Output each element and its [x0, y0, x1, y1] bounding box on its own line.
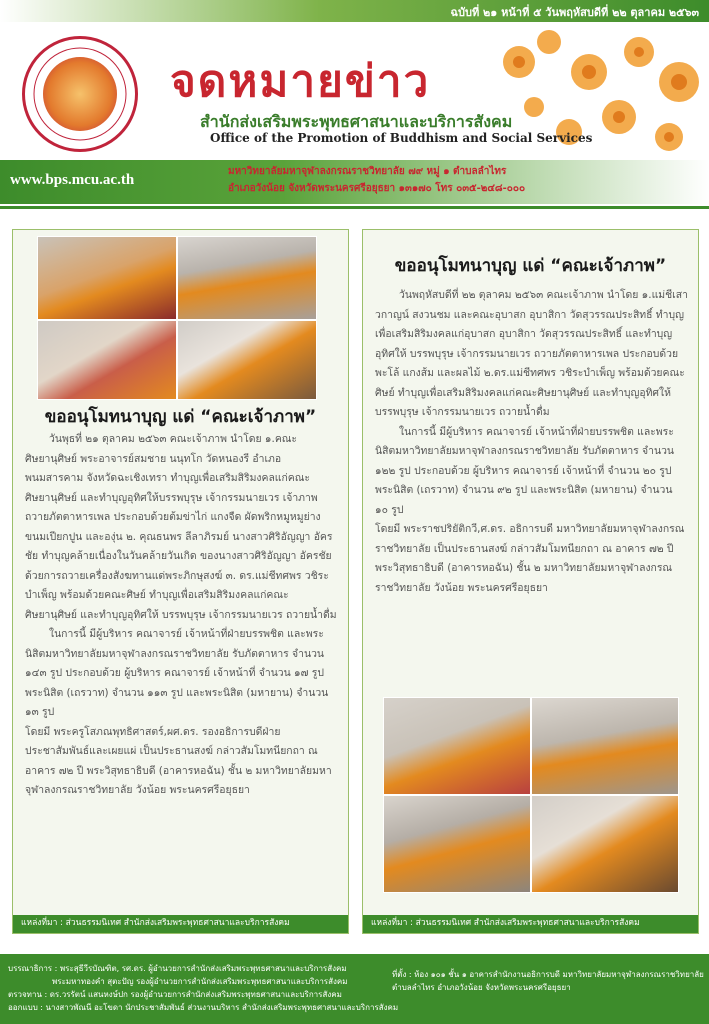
photo-offering-food: [37, 320, 177, 400]
footer-reviewer-line: ตรวจทาน : ดร.วรรัตน์ แสนหงษ์ปก รองผู้อำนวยการสำนักส่งเสริมพระพุทธศาสนาและบริการสังคม: [8, 990, 342, 999]
address-line-1: มหาวิทยาลัยมหาจุฬาลงกรณราชวิทยาลัย ๗๙ หมู่ ๑ ตำบลลำไทร: [228, 166, 507, 177]
right-paragraph-1: วันพฤหัสบดีที่ ๒๒ ตุลาคม ๒๕๖๓ คณะเจ้าภาพ นำโดย ๑.แม่ชีเสาวกาญน์ สงวนชม และคณะอุบาสก อุบาสิกา วัดสุวรรณประสิทธิ์ ทำบุญเพื่อเสริมสิริมงคลแก่อุบาสก อุบาสิกา วัดสุวรรณประสิทธิ์ และทำบุญอุทิศให้ บรรพบุรุษ เจ้ากรรมนายเวร ถวายภัตตาหารเพล ประกอบด้วยพะโล้ แกงส้ม และผลไม้ ๒.ดร.แม่ชีทศพร วชิระบำเพ็ญ พร้อมด้วยคณะศิษย์ ทำบุญเพื่อเสริมสิริมงคลแก่คณะศิษยานุศิษย์ และทำบุญอุทิศให้บรรพบุรุษ เจ้ากรรมนายเวร ถวายน้ำดื่ม: [375, 289, 688, 418]
photo-monks-dining: [37, 236, 177, 320]
footer-designer-line: ออกแบบ : นางสาวพัณนี อะโขดา นักประชาสัมพันธ์ ส่วนงานบริหาร สำนักส่งเสริมพระพุทธศาสนาและบริการสังคม: [8, 1003, 399, 1012]
photo-hall-overview: [383, 795, 531, 893]
right-paragraph-2: ในการนี้ มีผู้บริหาร คณาจารย์ เจ้าหน้าที่ฝ่ายบรรพชิต และพระนิสิตมหาวิทยาลัยมหาจุฬาลงกรณราชวิทยาลัย รับภัตตาหาร จำนวน ๑๒๒ รูป ประกอบด้วย ผู้บริหาร คณาจารย์ เจ้าหน้าที่ จำนวน ๒๐ รูป พระนิสิต (เถรวาท) จำนวน ๙๒ รูป และพระนิสิต (มหายาน) จำนวน ๑๐ รูป: [375, 425, 675, 516]
left-article-body: [25, 430, 338, 801]
left-source-credit: แหล่งที่มา : ส่วนธรรมนิเทศ สำนักส่งเสริมพระพุทธศาสนาและบริการสังคม: [13, 915, 348, 933]
right-paragraph-3: โดยมี พระราชปริยัติกวี,ศ.ดร. อธิการบดี มหาวิทยาลัยมหาจุฬาลงกรณราชวิทยาลัย เป็นประธานสงฆ์ กล่าวสัมโมทนียกถา ณ อาคาร ๗๒ ปี พระวิสุทธาธิบดี (อาคารหอฉัน) ชั้น ๒ มหาวิทยาลัยมหาจุฬาลงกรณราชวิทยาลัย วังน้อย พระนครศรีอยุธยา: [375, 523, 685, 594]
footer-editor-line: บรรณาธิการ : พระสุธีวีรบัณฑิต, รศ.ดร. ผู้อำนวยการสำนักส่งเสริมพระพุทธศาสนาและบริการสังคม: [8, 964, 347, 973]
website-link[interactable]: www.bps.mcu.ac.th: [10, 172, 135, 188]
right-article-card: [362, 229, 699, 934]
photo-monks-seated: [531, 697, 679, 795]
left-paragraph-3: โดยมี พระครูโสภณพุทธิศาสตร์,ผศ.ดร. รองอธิการบดีฝ่ายประชาสัมพันธ์และเผยแผ่ เป็นประธานสงฆ์ กล่าวสัมโมทนียกถา ณ อาคาร ๗๒ ปี พระวิสุทธาธิบดี (อาคารหอฉัน) ชั้น ๒ มหาวิทยาลัยมหาจุฬาลงกรณราชวิทยาลัย วังน้อย พระนครศรีอยุธยา: [25, 725, 332, 796]
right-photo-collage: [383, 697, 679, 893]
photo-monk-chanting: [383, 697, 531, 795]
photo-alms-line: [177, 320, 317, 400]
footer-location-line-2: ตำบลลำไทร อำเภอวังน้อย จังหวัดพระนครศรีอยุธยา: [392, 983, 571, 992]
address-line-2: อำเภอวังน้อย จังหวัดพระนครศรีอยุธยา ๑๓๑๗๐ โทร ๐๓๕-๒๔๘-๐๐๐: [228, 183, 526, 194]
header-divider: [0, 206, 709, 209]
left-article-card: [12, 229, 349, 934]
right-source-credit: แหล่งที่มา : ส่วนธรรมนิเทศ สำนักส่งเสริมพระพุทธศาสนาและบริการสังคม: [363, 915, 698, 933]
left-photo-collage: [37, 236, 317, 400]
footer-location-line-1: ที่ตั้ง : ห้อง ๑๐๑ ชั้น ๑ อาคารสำนักงานอธิการบดี มหาวิทยาลัยมหาจุฬาลงกรณราชวิทยาลัย: [392, 970, 704, 979]
right-article-body: [375, 286, 688, 598]
right-article-title: ขออนุโมทนาบุญ แด่ “คณะเจ้าภาพ”: [394, 256, 667, 276]
left-paragraph-1: วันพุธที่ ๒๑ ตุลาคม ๒๕๖๓ คณะเจ้าภาพ นำโดย ๑.คณะศิษยานุศิษย์ พระอาจารย์สมชาย นนุทโก วัดหนองรี อำเภอพนมสารคาม จังหวัดฉะเชิงเทรา ทำบุญเพื่อเสริมสิริมงคลแก่คณะศิษยานุศิษย์ และทำบุญอุทิศให้บรรพบุรุษ เจ้ากรรมนายเวร เจ้าภาพถวายภัตตาหารเพล ประกอบด้วยต้มข่าไก่ แกงจืด ผัดพริกหมูหมูย่าง ขนมเปียกปูน และองุ่น ๒. คุณธนพร ลีลาภิรมย์ นางสาวศิริอัญญา อัครชัย ทำบุญคล้ายเนื่องในวันคล้ายวันเกิด ของนางสาวศิริอัญญา อัครชัย ด้วยการถวายเครื่องสังฆทานแด่พระภิกษุสงฆ์ ๓. ดร.แม่ชีทศพร วชิระบำเพ็ญ พร้อมด้วยคณะศิษย์ ทำบุญเพื่อเสริมสิริมงคลแก่คณะศิษยานุศิษย์ และทำบุญอุทิศให้ บรรพบุรุษ เจ้ากรรมนายเวร ถวายน้ำดื่ม: [25, 433, 337, 621]
footer-coeditor-line: พระมหาทองคำ สุตะปัญ รองผู้อำนวยการสำนักส่งเสริมพระพุทธศาสนาและบริการสังคม: [52, 977, 348, 986]
university-seal-logo: [22, 36, 138, 152]
seal-emblem-icon: [43, 57, 117, 131]
masthead-title: จดหมายข่าว: [170, 56, 431, 107]
photo-dining-hall: [177, 236, 317, 320]
left-paragraph-2: ในการนี้ มีผู้บริหาร คณาจารย์ เจ้าหน้าที่ฝ่ายบรรพชิต และพระนิสิตมหาวิทยาลัยมหาจุฬาลงกรณราชวิทยาลัย รับภัตตาหาร จำนวน ๑๔๓ รูป ประกอบด้วย ผู้บริหาร คณาจารย์ เจ้าหน้าที่ จำนวน ๑๗ รูป พระนิสิต (เถรวาท) จำนวน ๑๑๓ รูป และพระนิสิต (มหายาน) จำนวน ๑๓ รูป: [25, 628, 329, 718]
issue-line: ฉบับที่ ๒๑ หน้าที่ ๕ วันพฤหัสบดีที่ ๒๒ ตุลาคม ๒๕๖๓: [450, 6, 699, 19]
department-name-th: สำนักส่งเสริมพระพุทธศาสนาและบริการสังคม: [200, 112, 513, 131]
left-article-title: ขออนุโมทนาบุญ แด่ “คณะเจ้าภาพ”: [44, 407, 317, 427]
department-name-en: Office of the Promotion of Buddhism and Social Services: [210, 131, 593, 145]
photo-water-offering: [531, 795, 679, 893]
